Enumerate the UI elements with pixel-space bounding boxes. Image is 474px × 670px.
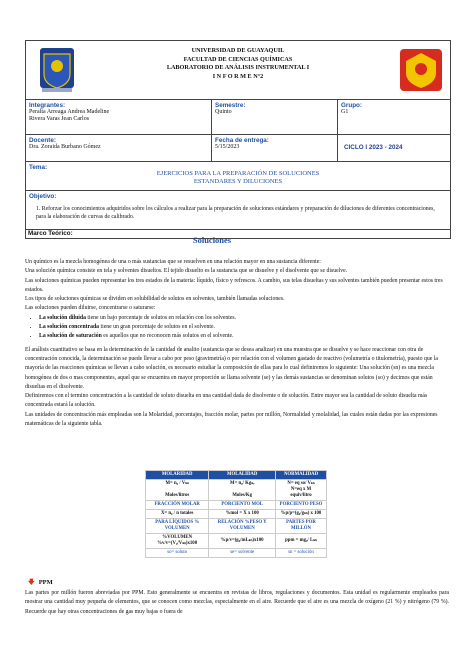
marco-label: Marco Teórico: (28, 230, 73, 237)
list-item: • La solución concentrada tiene un gran porcentaje de solutos en el solvente. (39, 323, 449, 332)
integrantes-row (26, 100, 450, 135)
header-table (25, 40, 451, 239)
docente-label: Docente: (29, 137, 56, 144)
formula-volumen: %v/v=(V₀/Vₛₙ)x100 (157, 541, 198, 546)
ppm-paragraph: Las partes por millón fueron abreviadas por PPM. Esto generalmente se encuentra en revistas de libros, regulaciones y documentos. Esta unidad es regularmente empleados para mostrar una cantidad muy pequeña de elementos, que se conocen como mezclas, especialmente en el aire. Recuerde que el aire es una mezcla de oxígeno (21 %) y nitrógeno (79 %). Recuerde que hay otras concentraciones de gas muy bajas o fuera de (25, 590, 449, 615)
table-subheader: RELACIÓN %PESO Y VOLUMEN (209, 519, 276, 534)
section-title-soluciones: Soluciones (192, 235, 232, 245)
university-name: UNIVERSIDAD DE GUAYAQUIL (191, 47, 285, 54)
semestre-value: Quinto (215, 109, 232, 116)
docente-value: Dra. Zoraida Burbano Gómez (29, 144, 101, 151)
formula-porciento-peso: %p/p=(g₀/gₛₙ) x 100 (280, 511, 322, 516)
formula-porciento-mol: %mol = X x 100 (225, 511, 259, 516)
table-header: NORMALIDAD (276, 471, 327, 480)
table-header: MOLARIDAD (146, 471, 209, 480)
tema-row (26, 162, 450, 191)
para-5: Las soluciones pueden diluirse, concentrarse o saturarse: (25, 305, 156, 312)
objetivo-row (26, 191, 450, 230)
marco-teorico-body (25, 258, 449, 429)
list-item: • La solución de saturación es aquellos que no reconocen más solutos en el solvente. (39, 332, 449, 341)
semestre-label: Semestre: (215, 102, 246, 109)
lab-name: LABORATORIO DE ANÁLISIS INSTRUMENTAL I (166, 64, 310, 72)
concentration-units-table: MOLARIDAD MOLALIDAD NORMALIDAD M= n₀ / Vₛₙ Moles/litros M= n₀/ Kgₛₑ Moles/Kg N= eq so/ Vₛₙ N=eq x M equiv/litro FRACCIÓN MOLAR PORCIENTO MOL PORCIENTO PESO X= n₀ / n totales %mol = X x 100 %p/p=(g₀/gₛₙ) x 100 PARA LÍQUIDOS % VOLUMEN RELACIÓN %PESO Y VOLUMEN PARTES POR MILLÓN %VOLUMEN %v/v=(V₀/Vₛₙ)x100 %p/v=(g₀/mLₛₙ)x100 ppm = mg₀/ Lₛₙ so= soluto se= solvente sn = solución (145, 470, 327, 558)
para-8: Las unidades de concentración más empleadas son la Molaridad, porcentajes, fracción molar, partes por millón, Normalidad y molalidad, las cuales están dadas por las expresiones matemáticas de la siguiente tabla. (25, 411, 438, 428)
table-note: se= solvente (209, 549, 276, 558)
tema-label: Tema: (29, 164, 48, 171)
formula-peso-volumen: %p/v=(g₀/mLₛₙ)x100 (220, 538, 264, 543)
ppm-heading (28, 578, 53, 589)
table-subheader: PORCIENTO PESO (276, 501, 327, 510)
report-number: I N F O R M E N°2 (212, 72, 264, 80)
objetivo-label: Objetivo: (29, 193, 57, 200)
objetivo-item: 1. Reforzar los conocimientos adquiridos sobre los cálculos a realizar para la preparación de soluciones estándares y preparación de diluciones de diferentes concentraciones, para la elaboración de curvas de calibrado. (36, 206, 435, 220)
university-logo (36, 46, 78, 94)
grupo-value: G1 (341, 109, 349, 116)
para-1: Un químico es la mezcla homogénea de una o más sustancias que se resuelven en una relación mayor en una sustancia diferente: (25, 259, 321, 265)
para-3: Las soluciones químicas pueden representar los tres estados de la materia: líquido, físico y refrescos. A cambio, sus telas disueltas y sus solventes también pueden presentar estos tres estados. (25, 277, 443, 293)
formula-normalidad: N= eq so/ Vₛₙ (287, 481, 315, 486)
tema-title-2: ESTANDARES Y DILUCIONES (193, 178, 283, 185)
formula-ppm: ppm = mg₀/ Lₛₙ (285, 538, 317, 543)
table-subheader: PORCIENTO MOL (209, 501, 276, 510)
integrantes-label: Integrantes: (29, 102, 66, 109)
para-2: Una solución química consiste en tela y solventes disueltos. El tejido disuelto es la sustancia que se disuelve y el disolvente que se disuelve. (25, 268, 348, 275)
table-note: sn = solución (276, 549, 327, 558)
para-7: Definiremos con el termino concentración a la cantidad de soluto disuelta en una cantidad dada de disolvente o de solución. Entre mayor sea la cantidad de soluto disuelta más concentrada estará la solución. (25, 393, 428, 409)
table-note: so= soluto (146, 549, 209, 558)
para-6: El análisis cuantitativo se basa en la determinación de la cantidad de analito (sustancia que se desea analizar) en una muestra que se disuelve y se hace reaccionar con otra de concentración conocida, la determinación se puede llevar a cabo por peso (gravimetría) o por relación con el volumen gastado de reactivo (volumetría o titulometría), puesto que la mayoría de las reacciones químicas se llevan a cabo solución, es necesario estudiar la composición de ellas para lo cual definiremos lo siguiente: Una solución (sn) es una mezcla homogénea de dos o mas componentes, aquel que se encuentra en mayor proporción se llama solvente (se) y las demás sustancias se denominan solutos (so) y decimos que están disueltas en el disolvente. (25, 346, 438, 390)
ppm-title: PPM (38, 579, 53, 586)
fecha-label: Fecha de entrega: (215, 137, 269, 144)
arrow-down-icon: 🡇 (28, 579, 35, 586)
integrante-1: Peralta Arreaga Andrea Madeline (29, 109, 110, 116)
list-item: • La solución diluida tiene un bajo porcentaje de solutos en relación con los solventes. (39, 314, 449, 323)
formula-fraccion-molar: X= n₀ / n totales (160, 511, 194, 516)
table-subheader: FRACCIÓN MOLAR (146, 501, 209, 510)
docente-row (26, 135, 450, 162)
faculty-name: FACULTAD DE CIENCIAS QUÍMICAS (183, 55, 293, 63)
table-subheader: PARA LÍQUIDOS % VOLUMEN (146, 519, 209, 534)
formula-molaridad: M= n₀ / Vₛₙ (165, 481, 189, 486)
table-subheader: PARTES POR MILLÓN (276, 519, 327, 534)
header-row (26, 41, 450, 100)
grupo-label: Grupo: (341, 102, 362, 109)
faculty-logo (398, 47, 444, 93)
formula-molalidad: M= n₀/ Kgₛₑ (230, 481, 255, 486)
tema-title-1: EJERCICIOS PARA LA PREPARACIÓN DE SOLUCIONES (156, 170, 320, 177)
table-header: MOLALIDAD (209, 471, 276, 480)
para-4: Los tipos de soluciones químicas se dividen en solubilidad de solutos en solventes, también llamadas soluciones. (25, 296, 285, 303)
ciclo-value: CICLO I 2023 - 2024 (344, 144, 403, 151)
integrante-2: Rivera Varas Jean Carlos (29, 116, 90, 123)
fecha-value: 5/15/2023 (215, 144, 240, 151)
solution-types-list (25, 314, 449, 342)
